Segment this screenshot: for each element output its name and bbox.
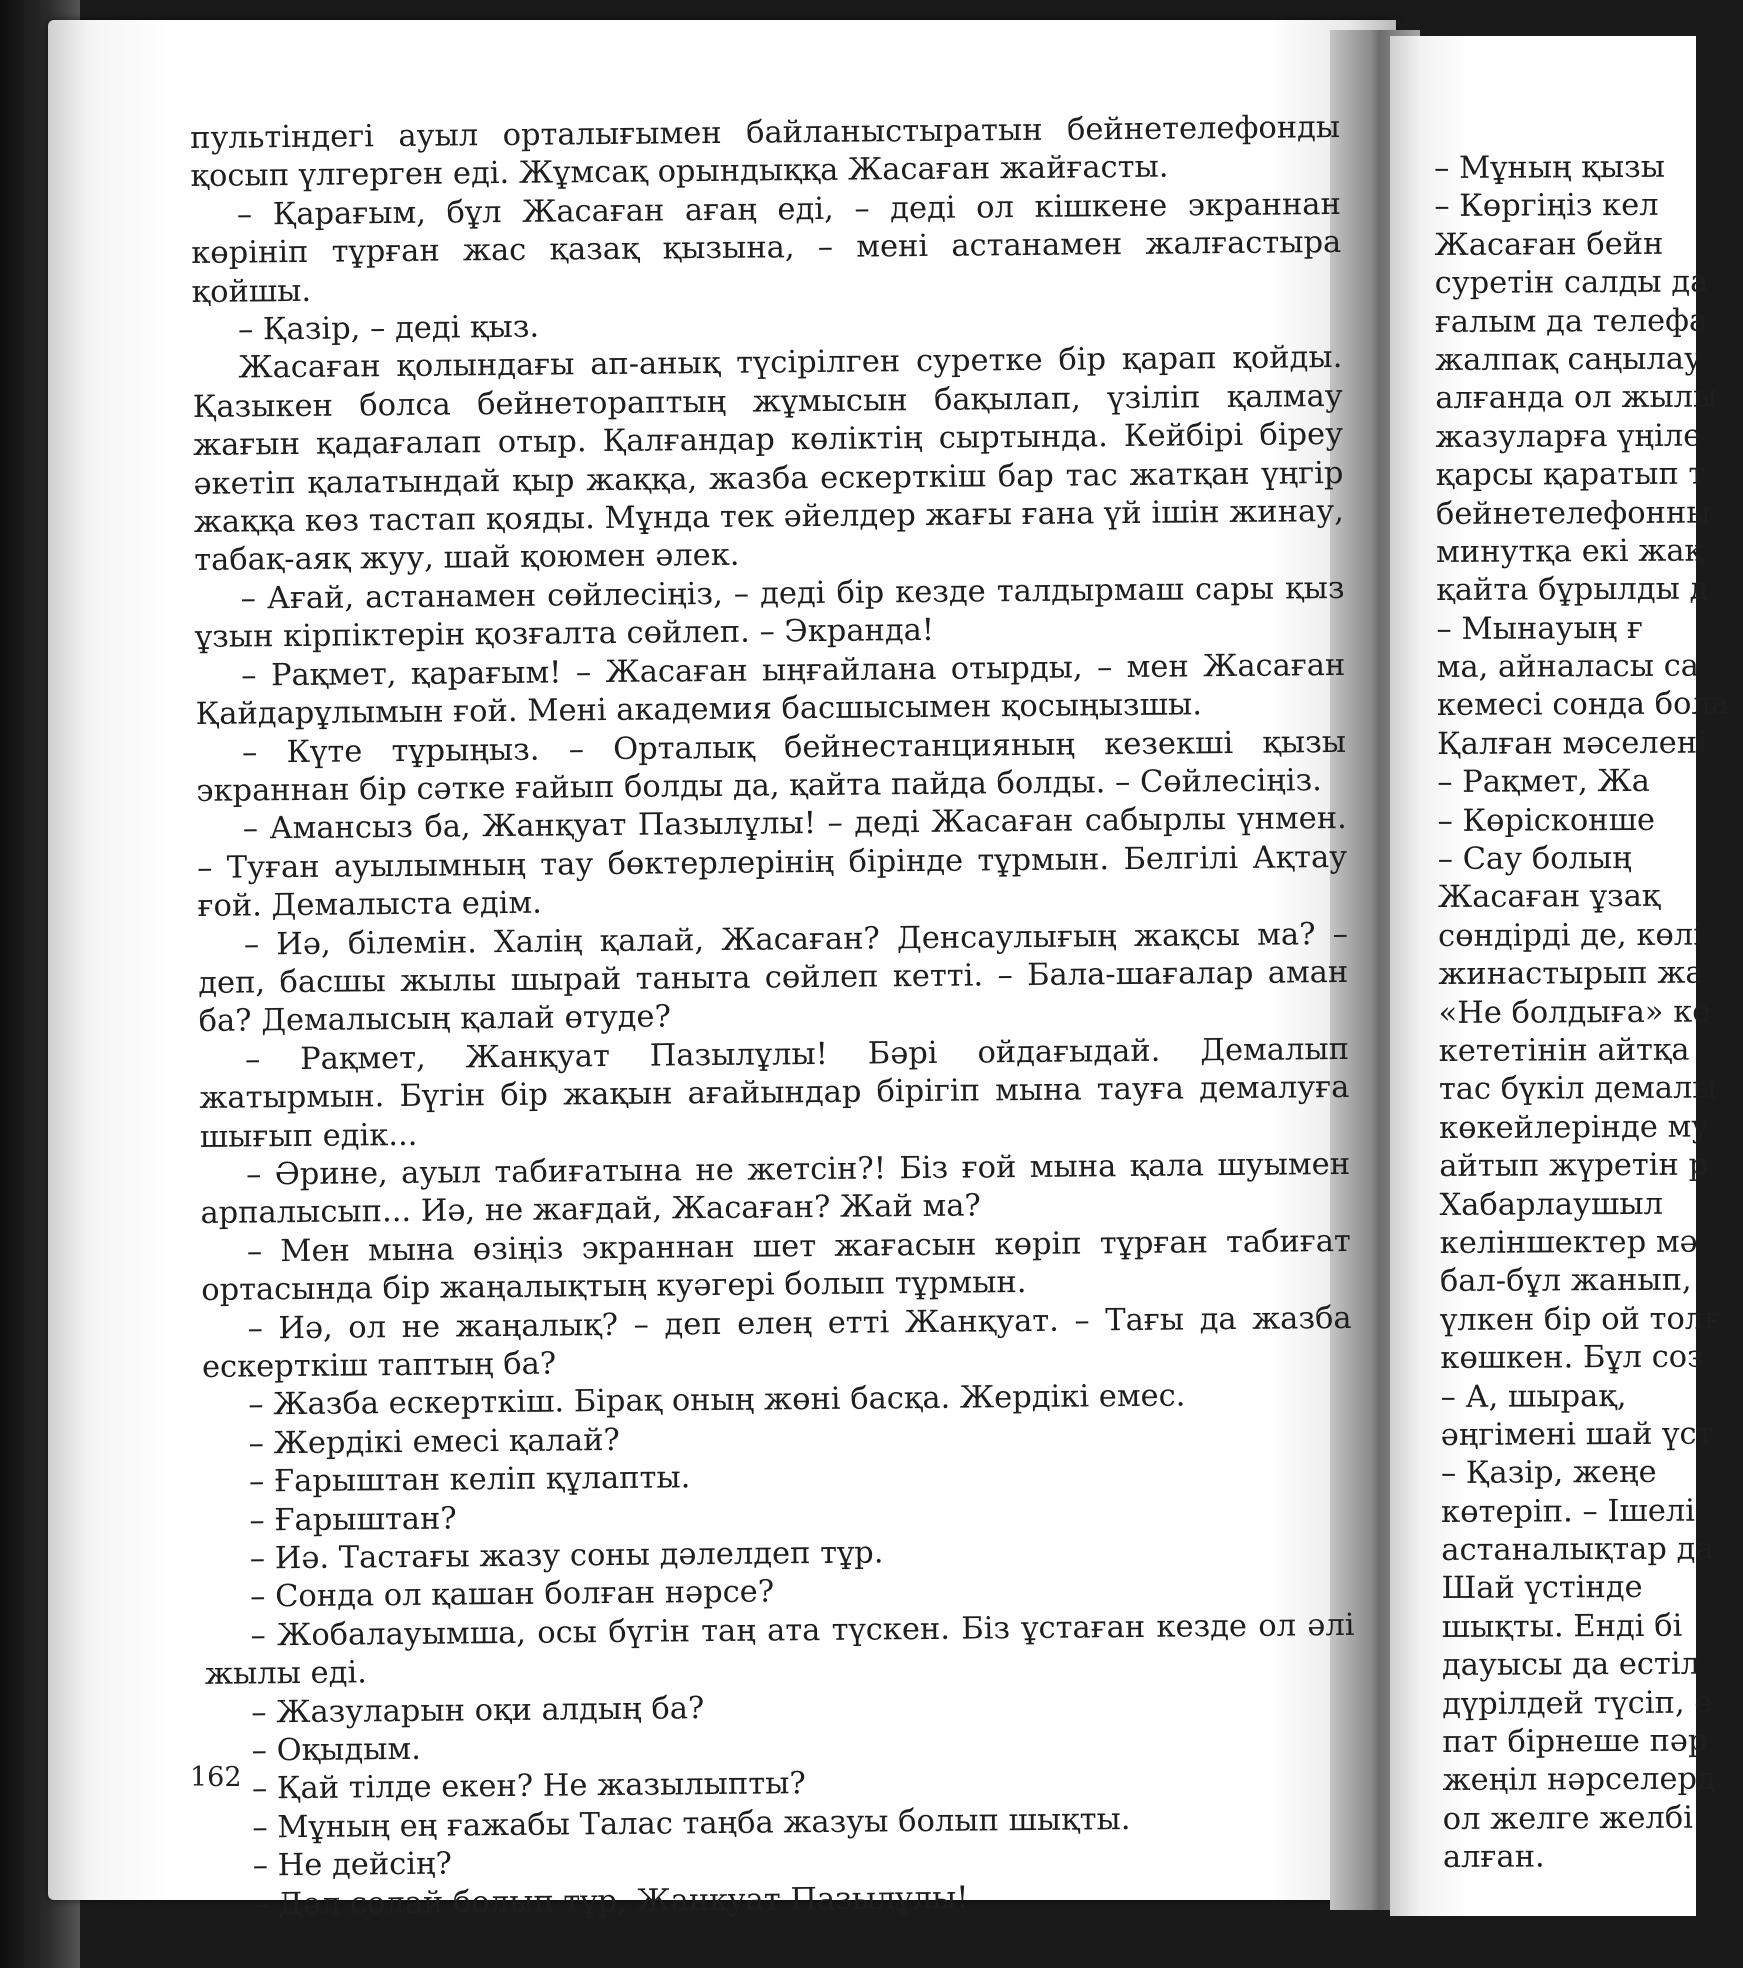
paragraph: – Амансыз ба, Жанқуат Пазылұлы! – деді Жасаған сабырлы үнмен. – Туған ауылымның тау бөктерлерінің бірінде тұрмын. Белгілі Ақтау ғой. Демалыста едім.	[197, 801, 1348, 925]
right-page-body-text	[1434, 148, 1743, 1877]
paragraph: – Жобалауымша, осы бүгін таң ата түскен. Біз ұстаған кезде ол әлі жылы еді.	[204, 1607, 1355, 1693]
right-page-line: дүрілдей түсіп, е	[1442, 1685, 1713, 1722]
right-page-line: айтып жүретін р	[1439, 1147, 1709, 1185]
right-page-line: ма, айналасы са	[1436, 648, 1700, 686]
paragraph: – Жазба ескерткіш. Бірақ оның жөні басқа. Жердікі емес.	[248, 1378, 1186, 1423]
right-page-line: – Рақмет, Жа	[1437, 764, 1651, 801]
right-page-line: алған.	[1442, 1839, 1545, 1876]
right-page-line: келіншектер мә	[1439, 1224, 1698, 1261]
right-page-line: минутқа екі жақ	[1436, 533, 1704, 570]
paragraph: – Әрине, ауыл табиғатына не жетсін?! Біз ғой мына қала шуымен арпалысып... Иә, не жағдай, Жасаған? Жай ма?	[200, 1146, 1351, 1232]
paragraph: – Иә, білемін. Халің қалай, Жасаған? Денсаулығың жақсы ма? – деп, басшы жылы шырай таныта сөйлеп кетті. – Бала-шағалар аман ба? Демалысың қалай өтуде?	[198, 916, 1349, 1040]
paragraph: – Не дейсің?	[252, 1846, 453, 1884]
right-page-line: – Қазір, жеңе	[1440, 1455, 1657, 1492]
paragraph: – Ғарыштан?	[249, 1501, 457, 1539]
right-page-line: Жасаған бейн	[1434, 226, 1664, 263]
right-page-line: «Не болдыға» ке	[1438, 994, 1711, 1031]
right-page-line: қайта бұрылды д	[1436, 571, 1709, 609]
right-page-line: ғалым да телефа	[1434, 303, 1708, 340]
right-page-line: жинастырып жа	[1438, 955, 1704, 993]
right-page-line: кемесі сонда бола	[1436, 686, 1730, 724]
paragraph: – Күте тұрыңыз. – Орталық бейнестанцияның кезекші қызы экраннан бір сәтке ғайып болды да, қайта пайда болды. – Сөйлесіңіз.	[196, 724, 1347, 809]
right-page-line: қарсы қаратып т	[1435, 456, 1706, 494]
right-page-line: астаналықтар да	[1441, 1531, 1714, 1569]
paragraph: – Дәл солай болып тұр, Жанқуат Пазылұлы!	[252, 1880, 969, 1923]
right-page-line: – Мұның қызы	[1434, 149, 1666, 186]
paragraph: – Мұның ең ғажабы Талас таңба жазуы болып шықты.	[252, 1801, 1131, 1846]
page-number: 162	[190, 1762, 242, 1793]
right-page-line: – А, шырақ,	[1440, 1378, 1627, 1415]
right-page-line: әңгімені шай үст	[1440, 1416, 1714, 1453]
right-page-line: кететінін айтқа	[1438, 1032, 1690, 1069]
right-page-line: дауысы да естіл	[1441, 1646, 1701, 1684]
paragraph: пультіндегі ауыл орталығымен байланыстыратын бейнетелефонды қосып үлгерген еді. Жұмсақ орындыққа Жасаған жайғасты.	[190, 109, 1341, 195]
right-page-line: ол желге желбі	[1442, 1800, 1694, 1837]
right-page-line: суретін салды да	[1434, 264, 1709, 302]
right-page-line: Хабарлаушыл	[1439, 1186, 1664, 1223]
right-page-line: Жасаған ұзақ	[1437, 879, 1661, 916]
right-page-line: үлкен бір ой толғ	[1440, 1301, 1721, 1338]
right-page-line: алғанда ол жылы	[1435, 379, 1718, 417]
right-page-line: Шай үстінде	[1441, 1570, 1643, 1607]
paragraph: – Жазуларын оқи алдың ба?	[251, 1690, 705, 1731]
right-page-line: бал-бұл жанып,	[1439, 1262, 1692, 1300]
paragraph: Жасаған қолындағы ап-анық түсірілген суретке бір қарап қойды. Қазыкен болса бейнеторaптың жұмысын бақылап, үзіліп қалмау жағын қадағалап отыр. Қалғандар көліктің сыртында. Кейбірі біреу әкетіп қалатындай қыр жаққа, жазба ескерткіш бар тас жатқан үңгір жаққа көз тастап қояды. Мұнда тек әйелдер жағы ғана үй ішін жинау, табақ-аяқ жуу, шай қоюмен әлек.	[192, 340, 1344, 579]
paragraph: – Қазір, – деді қыз.	[237, 309, 540, 348]
right-page-line: көтеріп. – Ішелі	[1441, 1493, 1696, 1530]
right-page-line: жалпақ саңылау	[1435, 341, 1703, 378]
right-page-line: жазуларға үңіле	[1435, 418, 1702, 455]
right-page-line: жеңіл нәрселерд	[1442, 1761, 1716, 1799]
left-page-body-text	[190, 109, 1357, 1925]
right-page-line: – Көргіңіз кел	[1434, 188, 1659, 225]
right-page-line: Қалған мәселені	[1437, 725, 1707, 762]
right-page-line: бейнетелефонны	[1435, 495, 1711, 532]
paragraph: – Мен мына өзіңіз экраннан шет жағасын көріп тұрған табиғат ортасында бір жаңалықтың куәгері болып тұрмын.	[201, 1223, 1351, 1309]
paragraph: – Ағай, астанамен сөйлесіңіз, – деді бір кезде талдырмаш сары қыз ұзын кірпіктерін қозғалта сөйлеп. – Экранда!	[194, 570, 1345, 656]
paragraph: – Иә, ол не жаңалық? – деп елең етті Жанқуат. – Тағы да жазба ескерткіш таптың ба?	[201, 1300, 1352, 1385]
paragraph: – Рақмет, қарағым! – Жасаған ыңғайлана отырды, – мен Жасаған Қайдарұлымын ғой. Мені академия басшысымен қосыңызшы.	[195, 647, 1346, 733]
right-page-line: – Сау болың	[1437, 841, 1632, 878]
right-page-line: – Көрісконше	[1437, 802, 1656, 839]
right-page-line: сөндірді де, көлі	[1438, 917, 1704, 954]
right-page-line: – Мынауың ғ	[1436, 610, 1644, 647]
paragraph: – Иә. Тастағы жазу соны дәлелдеп тұр.	[249, 1535, 884, 1577]
right-page-line: пат бірнеше пәр	[1442, 1723, 1708, 1760]
paragraph: – Жердікі емесі қалай?	[248, 1422, 620, 1462]
right-page-line: көшкен. Бұл соз	[1440, 1339, 1704, 1377]
paragraph: – Қай тілде екен? Не жазылыпты?	[251, 1766, 806, 1807]
right-page-line: көкейлерінде му	[1439, 1109, 1710, 1146]
paragraph: – Ғарыштан келіп құлапты.	[248, 1460, 691, 1500]
right-page-line: шықты. Енді бі	[1441, 1608, 1683, 1645]
paragraph: – Рақмет, Жанқуат Пазылұлы! Бәрі ойдағыдай. Демалып жатырмын. Бүгін бір жақын ағайындар бірігіп мына тауға демалуға шығып едік...	[199, 1031, 1350, 1155]
paragraph: – Оқыдым.	[251, 1731, 422, 1769]
paragraph: – Сонда ол қашан болған нәрсе?	[250, 1574, 775, 1615]
paragraph: – Қарағым, бұл Жасаған ағаң еді, – деді ол кішкене экраннан көрініп тұрған жас қазақ қызына, – мені астанамен жалғастыра қойшы.	[191, 186, 1342, 310]
right-page-line: тас бүкіл демалы	[1438, 1070, 1717, 1108]
